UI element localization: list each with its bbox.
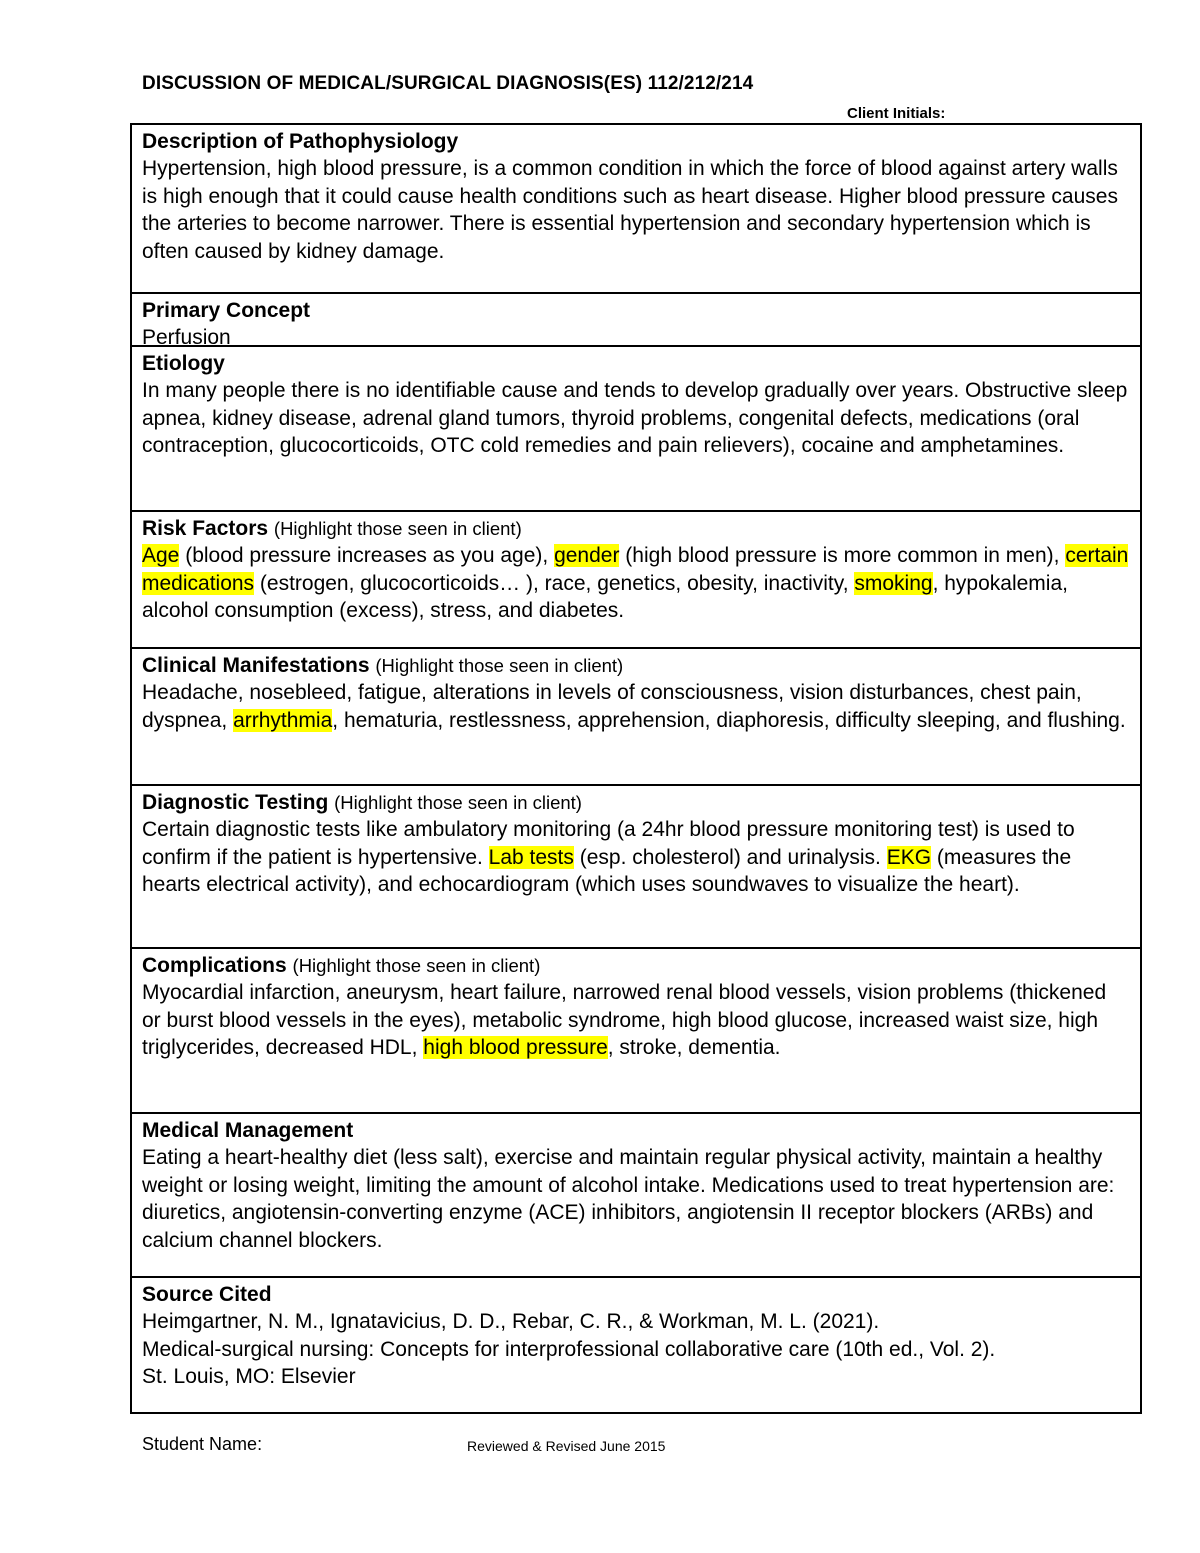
section-source-cited: [132, 1276, 1140, 1412]
section-medical-management: [132, 1112, 1140, 1276]
etiology-heading: Etiology: [142, 352, 225, 375]
risk-text-2: (high blood pressure is more common in men),: [619, 544, 1066, 568]
document-title: DISCUSSION OF MEDICAL/SURGICAL DIAGNOSIS(ES) 112/212/214: [142, 73, 754, 94]
reviewed-revised-note: Reviewed & Revised June 2015: [467, 1438, 666, 1454]
risk-factors-heading: Risk Factors: [142, 517, 269, 540]
medical-management-body: Eating a heart-healthy diet (less salt), exercise and maintain regular physical activity, maintain a healthy weight or losing weight, limiting the amount of alcohol intake. Medications used to treat hypertension are: diuretics, angiotensin-converting enzyme (ACE) inhibitors, angiotensin II receptor blockers (ARBs) and calcium channel blockers.: [142, 1146, 1115, 1252]
source-citation-line-3: St. Louis, MO: Elsevier: [142, 1365, 356, 1389]
section-etiology: [132, 345, 1140, 510]
pathophysiology-body: Hypertension, high blood pressure, is a common condition in which the force of blood against artery walls is high enough that it could cause health conditions such as heart disease. Higher blood pressure causes the arteries to become narrower. There is essential hypertension and secondary hypertension which is often caused by kidney damage.: [142, 157, 1118, 263]
diagnosis-form-table: [130, 123, 1142, 1414]
complications-hint: (Highlight those seen in client): [292, 955, 541, 976]
clinical-text-1: Headache, nosebleed, fatigue, alterations in levels of consciousness, vision disturbances, chest pain, dyspnea,: [142, 681, 1082, 732]
risk-factors-body: [142, 542, 1130, 624]
clinical-manifestations-hint: (Highlight those seen in client): [375, 655, 624, 676]
risk-factors-hint: (Highlight those seen in client): [273, 518, 522, 539]
complications-text-1: Myocardial infarction, aneurysm, heart failure, narrowed renal blood vessels, vision problems (thickened or burst blood vessels in the eyes), metabolic syndrome, high blood glucose, increased waist size, high triglycerides, decreased HDL,: [142, 981, 1107, 1060]
highlight-smoking: smoking: [854, 571, 933, 595]
source-citation-line-2: Medical-surgical nursing: Concepts for interprofessional collaborative care (10th ed., Vol. 2).: [142, 1337, 996, 1361]
clinical-text-2: , hematuria, restlessness, apprehension, diaphoresis, difficulty sleeping, and flushing.: [332, 708, 1126, 732]
section-pathophysiology: [132, 125, 1140, 292]
diagnostic-testing-body: [142, 816, 1130, 898]
diagnostic-testing-hint: (Highlight those seen in client): [334, 792, 582, 813]
highlight-age: Age: [142, 544, 180, 568]
highlight-high-blood-pressure: high blood pressure: [423, 1036, 608, 1060]
pathophysiology-heading: Description of Pathophysiology: [142, 130, 459, 153]
clinical-manifestations-heading: Clinical Manifestations: [142, 654, 370, 677]
diagnostic-text-2: (esp. cholesterol) and urinalysis.: [573, 845, 887, 869]
source-cited-heading: Source Cited: [142, 1283, 272, 1306]
highlight-lab-tests: Lab tests: [488, 845, 574, 869]
highlight-ekg: EKG: [886, 845, 932, 869]
complications-heading: Complications: [142, 954, 287, 977]
clinical-manifestations-body: [142, 679, 1130, 734]
risk-text-3: (estrogen, glucocorticoids… ), race, genetics, obesity, inactivity,: [254, 571, 855, 595]
highlight-arrhythmia: arrhythmia: [233, 708, 333, 732]
risk-text-1: (blood pressure increases as you age),: [179, 544, 555, 568]
client-initials-label: Client Initials:: [847, 105, 946, 122]
complications-body: [142, 979, 1130, 1061]
diagnostic-text-3: (measures the hearts electrical activity), and echocardiogram (which uses soundwaves to visualize the heart).: [142, 845, 1072, 897]
highlight-gender: gender: [554, 544, 620, 568]
section-complications: [132, 947, 1140, 1112]
primary-concept-body: Perfusion: [142, 326, 231, 350]
highlight-certain-medications: certain medications: [142, 544, 1129, 595]
section-clinical-manifestations: [132, 647, 1140, 784]
diagnostic-testing-heading: Diagnostic Testing: [142, 791, 329, 814]
risk-text-4: , hypokalemia, alcohol consumption (excess), stress, and diabetes.: [142, 571, 1068, 623]
etiology-body: In many people there is no identifiable cause and tends to develop gradually over years. Obstructive sleep apnea, kidney disease, adrenal gland tumors, thyroid problems, congenital defects, medications (oral contraception, glucocorticoids, OTC cold remedies and pain relievers), cocaine and amphetamines.: [142, 379, 1128, 458]
source-citation-line-1: Heimgartner, N. M., Ignatavicius, D. D., Rebar, C. R., & Workman, M. L. (2021).: [142, 1310, 880, 1334]
medical-management-heading: Medical Management: [142, 1119, 354, 1142]
section-risk-factors: [132, 510, 1140, 647]
section-primary-concept: [132, 292, 1140, 350]
diagnostic-text-1: Certain diagnostic tests like ambulatory monitoring (a 24hr blood pressure monitoring test) is used to confirm if the patient is hypertensive.: [142, 818, 1075, 869]
student-name-label: Student Name:: [142, 1434, 263, 1454]
section-diagnostic-testing: [132, 784, 1140, 947]
complications-text-2: , stroke, dementia.: [607, 1036, 781, 1060]
primary-concept-heading: Primary Concept: [142, 299, 311, 322]
